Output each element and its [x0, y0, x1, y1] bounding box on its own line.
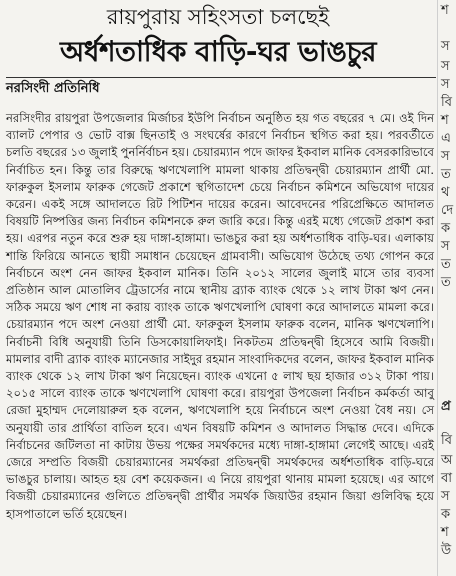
adjacent-text-fragment: স: [441, 39, 450, 54]
adjacent-text-fragment: প্র: [441, 399, 451, 414]
headline-divider: [6, 77, 436, 78]
adjacent-text-fragment: স: [441, 77, 450, 92]
adjacent-text-fragment: শ: [441, 3, 449, 18]
article-kicker: রায়পুরায় সহিংসতা চলছেই: [106, 5, 330, 29]
adjacent-text-fragment: ক: [441, 221, 451, 236]
adjacent-text-fragment: ত: [441, 275, 451, 290]
adjacent-text-fragment: শ: [441, 525, 449, 540]
article-headline: অর্ধশতাধিক বাড়ি-ঘর ভাঙচুর: [60, 35, 376, 68]
adjacent-text-fragment: ক: [441, 507, 451, 522]
article-byline: নরসিংদী প্রতিনিধি: [6, 81, 100, 96]
adjacent-text-fragment: স: [441, 489, 450, 504]
adjacent-text-fragment: উ: [441, 543, 452, 558]
article-body: নরসিংদীর রায়পুরা উপজেলার মির্জাচর ইউপি নির্বাচন অনুষ্ঠিত হয় গত বছরের ৭ মে। ওই দিন ব্যালট পেপার ও ভোট বাক্স ছিনতাই ও সংঘর্ষের কারণে নির্বাচন স্থগিত করা হয়। পরবর্তীতে চলতি বছরের ১৩ জুলাই পুনর্নির্বাচন হয়। চেয়ারম্যান পদে জাফর ইকবাল মানিক বেসরকারিভাবে নির্বাচিত হন। কিন্তু তার বিরুদ্ধে ঋণখেলাপি মামলা থাকায় প্রতিদ্বন্দ্বী চেয়ারম্যান প্রার্থী মো. ফারুকুল ইসলাম ফারুক গেজেট প্রকাশে স্থগিতাদেশ চেয়ে নির্বাচন কমিশনে অভিযোগ দায়ের করেন। একই সঙ্গে আদালতে রিট পিটিশন দায়ের করেন। আবেদনের পরিপ্রেক্ষিতে আদালত বিষয়টি নিষ্পত্তির জন্য নির্বাচন কমিশনকে রুল জারি করে। কিন্তু এরই মধ্যে গেজেট প্রকাশ করা হয়। এরপর নতুন করে শুরু হয় দাঙ্গা-হাঙ্গামা। ভাঙচুর করা হয় অর্ধশতাধিক বাড়ি-ঘর। এলাকায় শান্তি ফিরিয়ে আনতে স্থায়ী সমাধান চেয়েছেন গ্রামবাসী। অভিযোগ উঠেছে তথ্য গোপন করে নির্বাচনে অংশ নেন জাফর ইকবাল মানিক। তিনি ২০১২ সালের জুলাই মাসে তার ব্যবসা প্রতিষ্ঠান আল মোতালিব ট্রেডার্সের নামে স্থানীয় ব্র্যাক ব্যাংক থেকে ১২ লাখ টাকা ঋণ নেন। সঠিক সময়ে ঋণ শোধ না করায় ব্যাংক তাকে ঋণখেলাপি ঘোষণা করে আদালতে মামলা করে। চেয়ারম্যান পদে অংশ নেওয়া প্রার্থী মো. ফারুকুল ইসলাম ফারুক বলেন, মানিক ঋণখেলাপি। নির্বাচনী বিধি অনুযায়ী তিনি ডিসকোয়ালিফাই। নিকটতম প্রতিদ্বন্দ্বী হিসেবে আমি বিজয়ী। মামলার বাদী ব্র্যাক ব্যাংক ম্যানেজার সাইদুর রহমান সাংবাদিকদের বলেন, জাফর ইকবাল মানিক ব্যাংক থেকে ১২ লাখ টাকা ঋণ নিয়েছেন। ব্যাংক এখনো ৫ লাখ ছয় হাজার ৩১২ টাকা পায়। ২০১৫ সালে ব্যাংক তাকে ঋণখেলাপি ঘোষণা করে। রায়পুরা উপজেলা নির্বাচন কর্মকর্তা আবু রেজা মুহাম্মদ দেলোয়ারুল হক বলেন, ঋণখেলাপি হয়ে নির্বাচনে অংশ নেওয়া বৈধ নয়। সে অনুযায়ী তার প্রার্থিতা বাতিল হবে। এখন বিষয়টি কমিশন ও আদালত সিদ্ধান্ত দেবে। এদিকে নির্বাচনের জটিলতা না কাটায় উভয় পক্ষের সমর্থকদের মধ্যে দাঙ্গা-হাঙ্গামা লেগেই আছে। এরই জেরে সম্প্রতি বিজয়ী চেয়ারম্যানের সমর্থকরা প্রতিদ্বন্দ্বী সমর্থকদের অর্ধশতাধিক বাড়ি-ঘরে ভাঙচুর চালায়। আহত হয় বেশ কয়েকজন। এ নিয়ে রায়পুরা থানায় মামলা হয়েছে। এর আগে বিজয়ী চেয়ারম্যানের গুলিতে প্রতিদ্বন্দ্বী প্রার্থীর সমর্থক জিয়াউর রহমান জিয়া গুলিবিদ্ধ হয়ে হাসপাতালে ভর্তি হয়েছেন।: [6, 111, 434, 521]
adjacent-text-fragment: ত: [441, 257, 451, 272]
adjacent-text-fragment: থ: [441, 185, 450, 200]
adjacent-text-fragment: বি: [441, 433, 452, 448]
adjacent-text-fragment: বা: [441, 471, 453, 486]
adjacent-column-fragment: [440, 0, 456, 576]
column-divider: [437, 0, 438, 576]
adjacent-text-fragment: এ: [441, 131, 451, 146]
adjacent-text-fragment: স: [441, 239, 450, 254]
adjacent-text-fragment: দে: [441, 203, 454, 218]
adjacent-text-fragment: বি: [441, 95, 452, 110]
adjacent-text-fragment: অ: [441, 453, 453, 468]
adjacent-text-fragment: স: [441, 149, 450, 164]
adjacent-text-fragment: শ: [441, 113, 449, 128]
adjacent-text-fragment: স: [441, 59, 450, 74]
adjacent-text-fragment: ত: [441, 167, 451, 182]
